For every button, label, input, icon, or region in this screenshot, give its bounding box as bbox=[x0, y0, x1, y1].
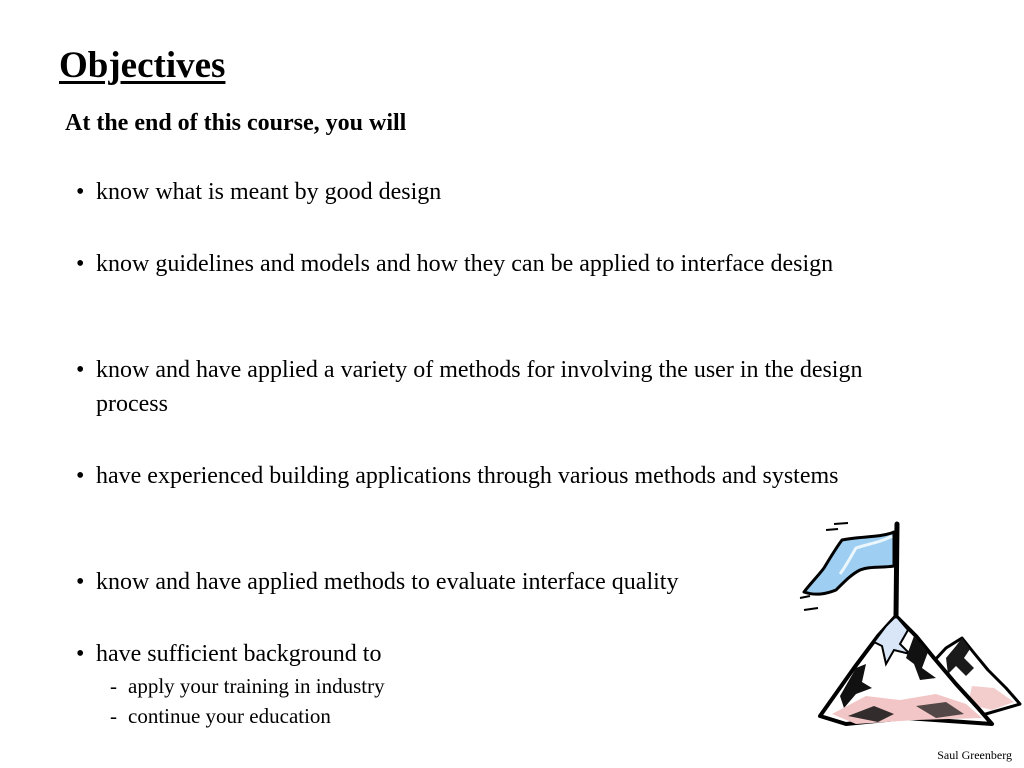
bullet-item bbox=[76, 459, 936, 493]
footer-author: Saul Greenberg bbox=[937, 748, 1012, 762]
mountain-flag-icon bbox=[796, 518, 1022, 730]
bullet-item bbox=[76, 353, 936, 421]
sub-bullet-text: continue your education bbox=[128, 704, 331, 728]
sub-bullet-text: apply your training in industry bbox=[128, 674, 385, 698]
bullet-icon: • bbox=[76, 463, 85, 489]
bullet-icon: • bbox=[76, 179, 85, 205]
bullet-item bbox=[76, 175, 936, 209]
slide-subtitle: At the end of this course, you will bbox=[65, 110, 407, 136]
bullet-text: have sufficient background to bbox=[96, 641, 382, 667]
bullet-text: know and have applied methods to evaluate interface quality bbox=[96, 569, 679, 595]
bullet-text: know what is meant by good design bbox=[96, 179, 442, 205]
bullet-icon: • bbox=[76, 357, 85, 383]
bullet-icon: • bbox=[76, 569, 85, 595]
bullet-icon: • bbox=[76, 251, 85, 277]
slide-title: Objectives bbox=[59, 45, 226, 86]
bullet-text: know guidelines and models and how they can be applied to interface design bbox=[96, 251, 834, 277]
bullet-text: know and have applied a variety of methods for involving the user in the design process bbox=[96, 357, 863, 417]
bullet-icon: • bbox=[76, 641, 85, 667]
sub-bullet-item bbox=[110, 671, 385, 701]
bullet-text: have experienced building applications through various methods and systems bbox=[96, 463, 839, 489]
dash-icon: - bbox=[110, 704, 117, 728]
dash-icon: - bbox=[110, 674, 117, 698]
sub-bullet-item bbox=[110, 701, 331, 731]
bullet-item bbox=[76, 247, 936, 281]
